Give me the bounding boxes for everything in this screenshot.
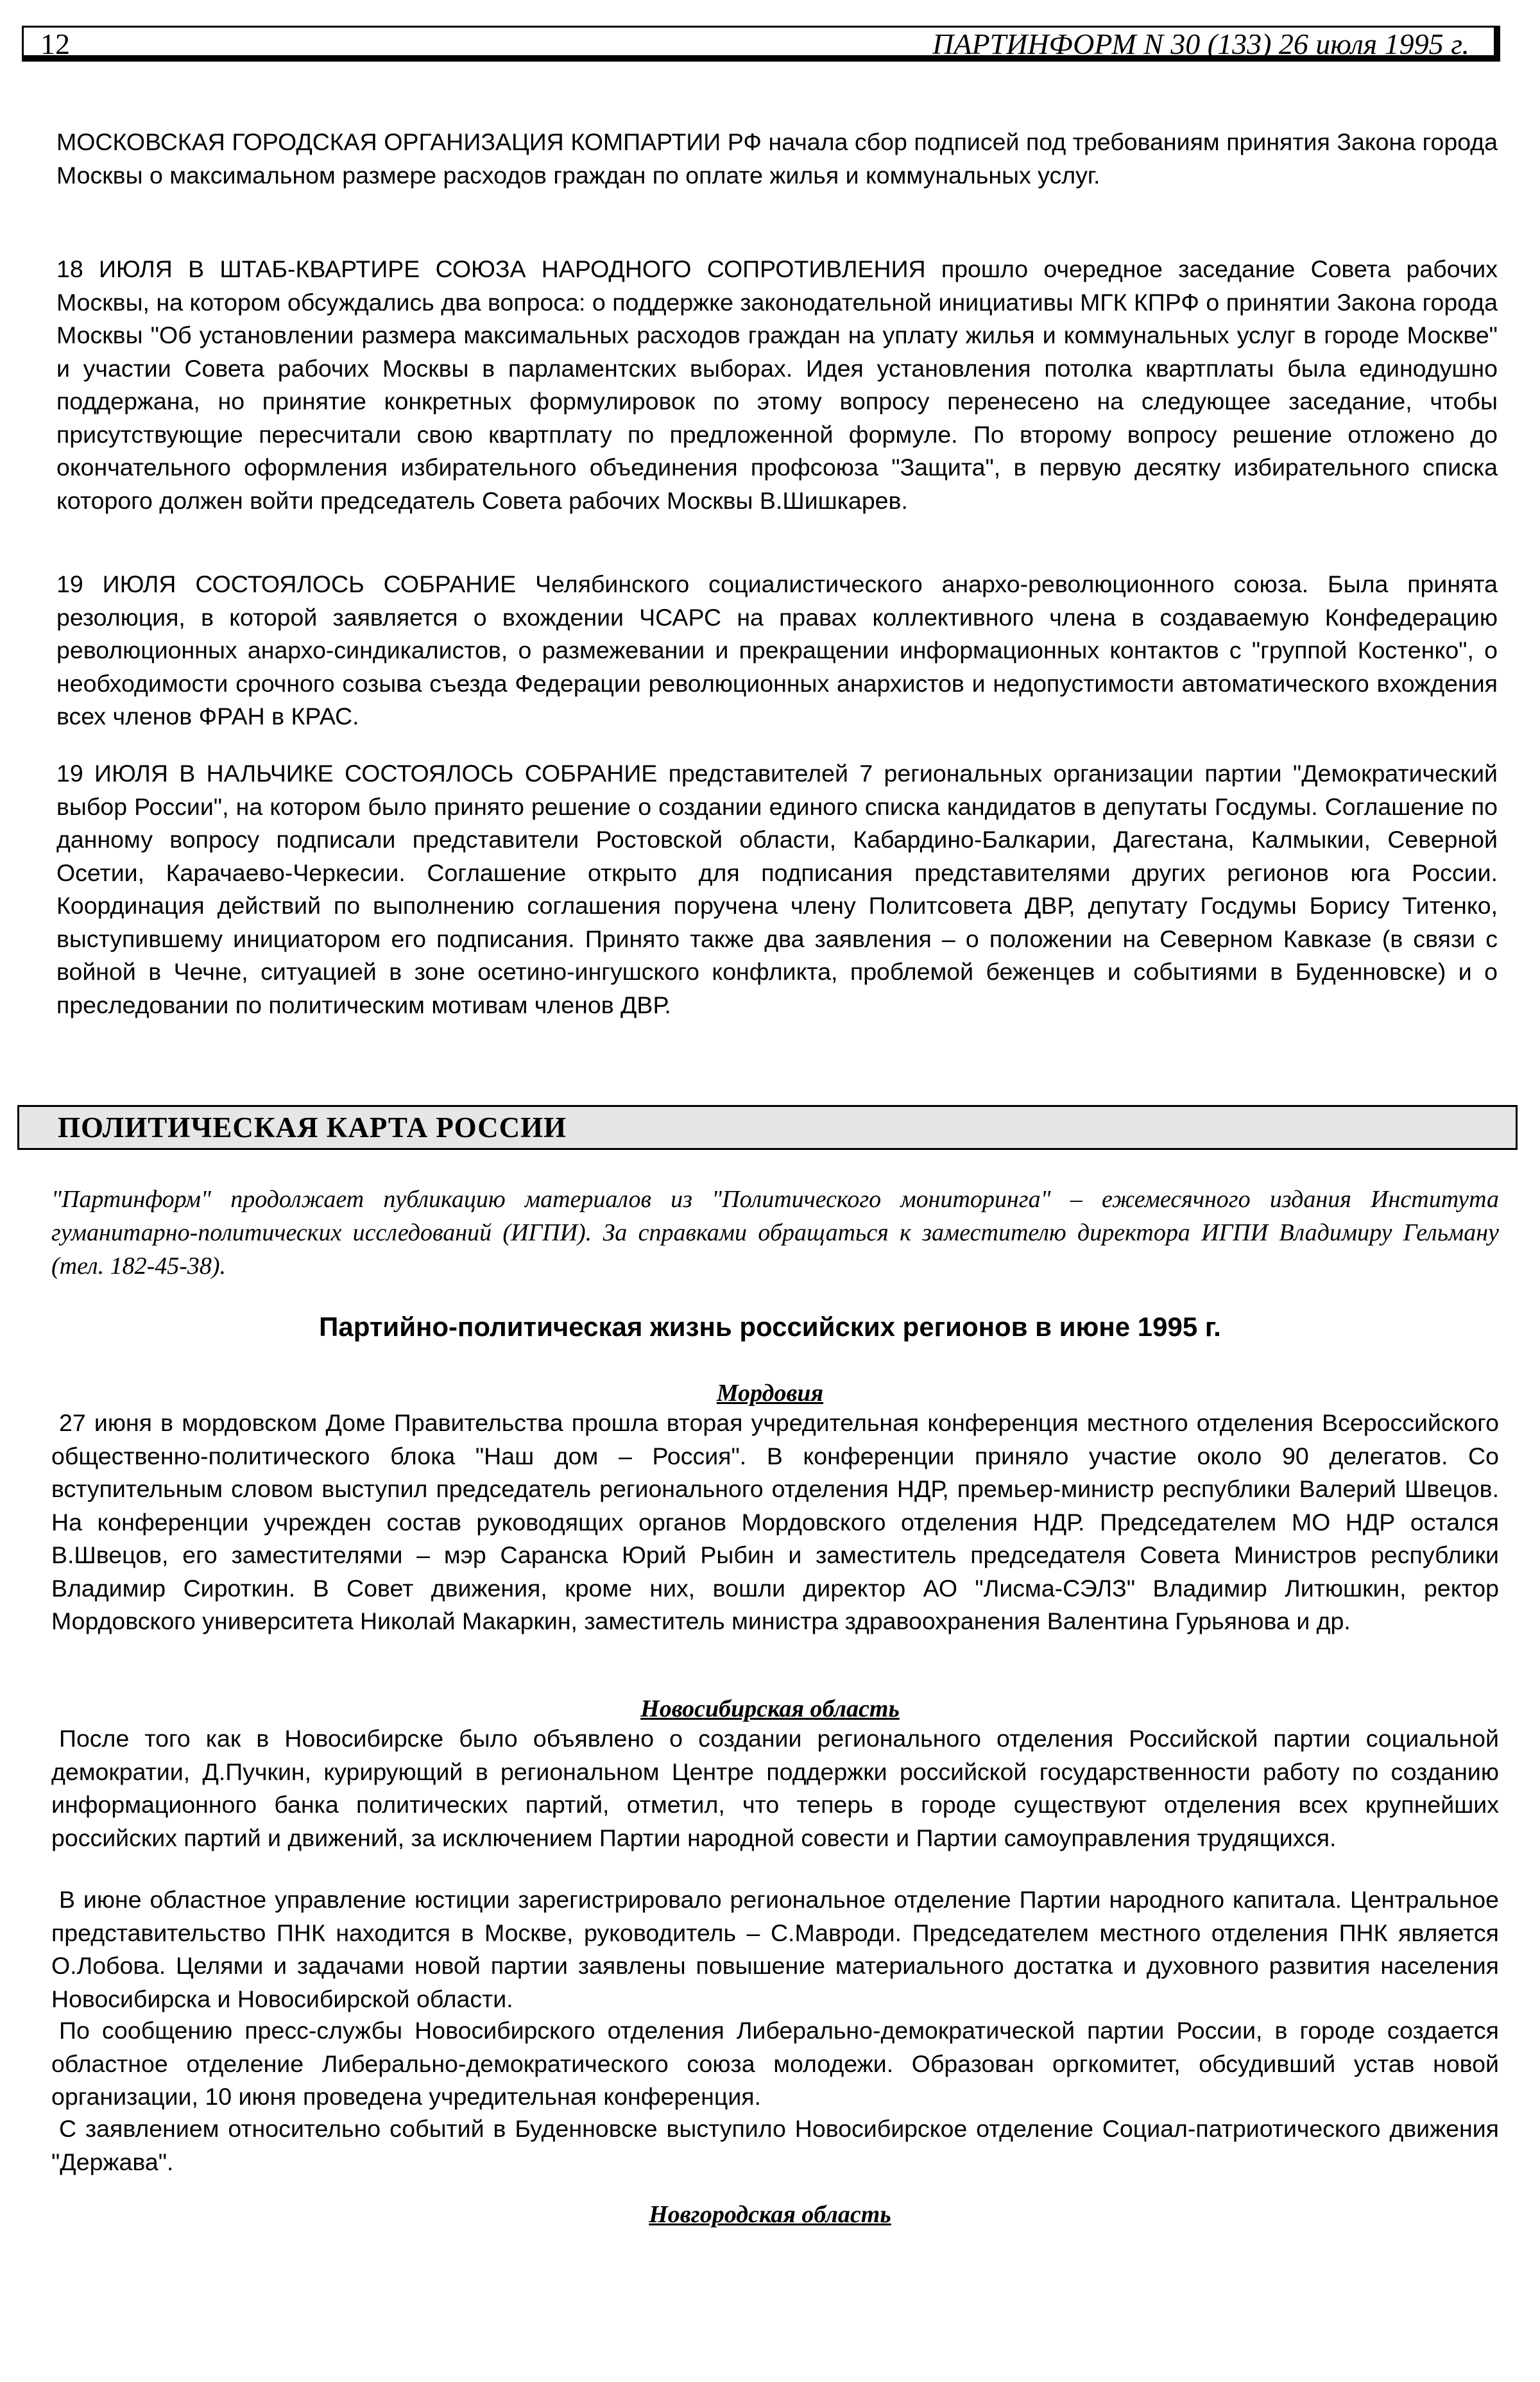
page-number: 12	[40, 28, 70, 60]
news-item: 18 ИЮЛЯ В ШТАБ-КВАРТИРЕ СОЮЗА НАРОДНОГО СОПРОТИВЛЕНИЯ прошло очередное заседание Совета рабочих Москвы, на котором обсуждались два вопроса: о поддержке законодательной инициативы МГК КПРФ о принятии Закона города Москвы "Об установлении размера максимальных расходов граждан на уплату жилья и коммунальных услуг в городе Москве" и участии Совета рабочих Москвы в парламентских выборах. Идея установления потолка квартплаты была единодушно поддержана, но принятие конкретных формулировок по этому вопросу перенесено на следующее заседание, чтобы присутствующие пересчитали свою квартплату по предложенной формуле. По второму вопросу решение отложено до окончательного оформления избирательного объединения профсоюза "Защита", в первую десятку избирательного списка которого должен войти председатель Совета рабочих Москвы В.Шишкарев.	[56, 255, 1498, 514]
article-title: Партийно-политическая жизнь российских регионов в июне 1995 г.	[319, 1312, 1221, 1342]
section-intro: "Партинформ" продолжает публикацию материалов из "Политического мониторинга" – ежемесячного издания Института гуманитарно-политических исследований (ИГПИ). За справками обращаться к заместителю директора ИГПИ Владимиру Гельману (тел. 182-45-38).	[51, 1186, 1499, 1280]
news-item: 19 ИЮЛЯ В НАЛЬЧИКЕ СОСТОЯЛОСЬ СОБРАНИЕ представителей 7 региональных организации партии "Демократический выбор России", на котором было принято решение о создании единого списка кандидатов в депутаты Госдумы. Соглашение по данному вопросу подписали представители Ростовской области, Кабардино-Балкарии, Дагестана, Калмыкии, Северной Осетии, Карачаево-Черкесии. Соглашение открыто для подписания представителями других регионов юга России. Координация действий по выполнению соглашения поручена члену Политсовета ДВР, депутату Госдумы Борису Титенко, выступившему инициатором его подписания. Принято также два заявления – о положении на Северном Кавказе (в связи с войной в Чечне, ситуацией в зоне осетино-ингушского конфликта, проблемой беженцев и событиями в Буденновске) и о преследовании по политическим мотивам членов ДВР.	[56, 760, 1498, 1018]
region-paragraph: По сообщению пресс-службы Новосибирского отделения Либерально-демократической партии России, в городе создается областное отделение Либерально-демократического союза молодежи. Образован оргкомитет, обсудивший устав новой организации, 10 июня проведена учредительная конференция.	[51, 2017, 1499, 2110]
news-item: МОСКОВСКАЯ ГОРОДСКАЯ ОРГАНИЗАЦИЯ КОМПАРТИИ РФ начала сбор подписей под требованиям принятия Закона города Москвы о максимальном размере расходов граждан по оплате жилья и коммунальных услуг.	[56, 128, 1498, 189]
region-heading: Новгородская область	[649, 2201, 891, 2228]
page-header	[22, 26, 1500, 62]
news-item: 19 ИЮЛЯ СОСТОЯЛОСЬ СОБРАНИЕ Челябинского социалистического анархо-революционного союза. Была принята резолюция, в которой заявляется о вхождении ЧСАРС на правах коллективного члена в создаваемую Конфедерацию революционных анархо-синдикалистов, о размежевании и прекращении информационных контактов с "группой Костенко", о необходимости срочного созыва съезда Федерации революционных анархистов и недопустимости автоматического вхождения всех членов ФРАН в КРАС.	[56, 570, 1498, 730]
region-heading: Мордовия	[716, 1380, 824, 1407]
region-paragraph: В июне областное управление юстиции зарегистрировало региональное отделение Партии народного капитала. Центральное представительство ПНК находится в Москве, руководитель – С.Мавроди. Председателем местного отделения ПНК является О.Лобова. Целями и задачами новой партии заявлены повышение материального достатка и духовного развития населения Новосибирска и Новосибирской области.	[51, 1886, 1499, 2012]
region-paragraph: 27 июня в мордовском Доме Правительства прошла вторая учредительная конференция местного отделения Всероссийского общественно-политического блока "Наш дом – Россия". В конференции приняло участие около 90 делегатов. Со вступительным словом выступил председатель регионального отделения НДР, премьер-министр республики Валерий Швецов. На конференции учрежден состав руководящих органов Мордовского отделения НДР. Председателем МО НДР остался В.Швецов, его заместителями – мэр Саранска Юрий Рыбин и заместитель председателя Совета Министров республики Владимир Сироткин. В Совет движения, кроме них, вошли директор АО "Лисма-СЭЛЗ" Владимир Литюшкин, ректор Мордовского университета Николай Макаркин, заместитель министра здравоохранения Валентина Гурьянова и др.	[51, 1409, 1499, 1634]
region-paragraph: С заявлением относительно событий в Буденновске выступило Новосибирское отделение Социал-патриотического движения "Держава".	[51, 2115, 1499, 2175]
section-heading: ПОЛИТИЧЕСКАЯ КАРТА РОССИИ	[17, 1105, 1518, 1150]
issue-title: ПАРТИНФОРМ N 30 (133) 26 июля 1995 г.	[932, 28, 1469, 60]
region-heading: Новосибирская область	[640, 1695, 900, 1722]
region-paragraph: После того как в Новосибирске было объявлено о создании регионального отделения Российской партии социальной демократии, Д.Пучкин, курирующий в региональном Центре поддержки российской государственности работу по созданию информационного банка политических партий, отметил, что теперь в городе существуют отделения всех крупнейших российских партий и движений, за исключением Партии народной совести и Партии самоуправления трудящихся.	[51, 1725, 1499, 1851]
